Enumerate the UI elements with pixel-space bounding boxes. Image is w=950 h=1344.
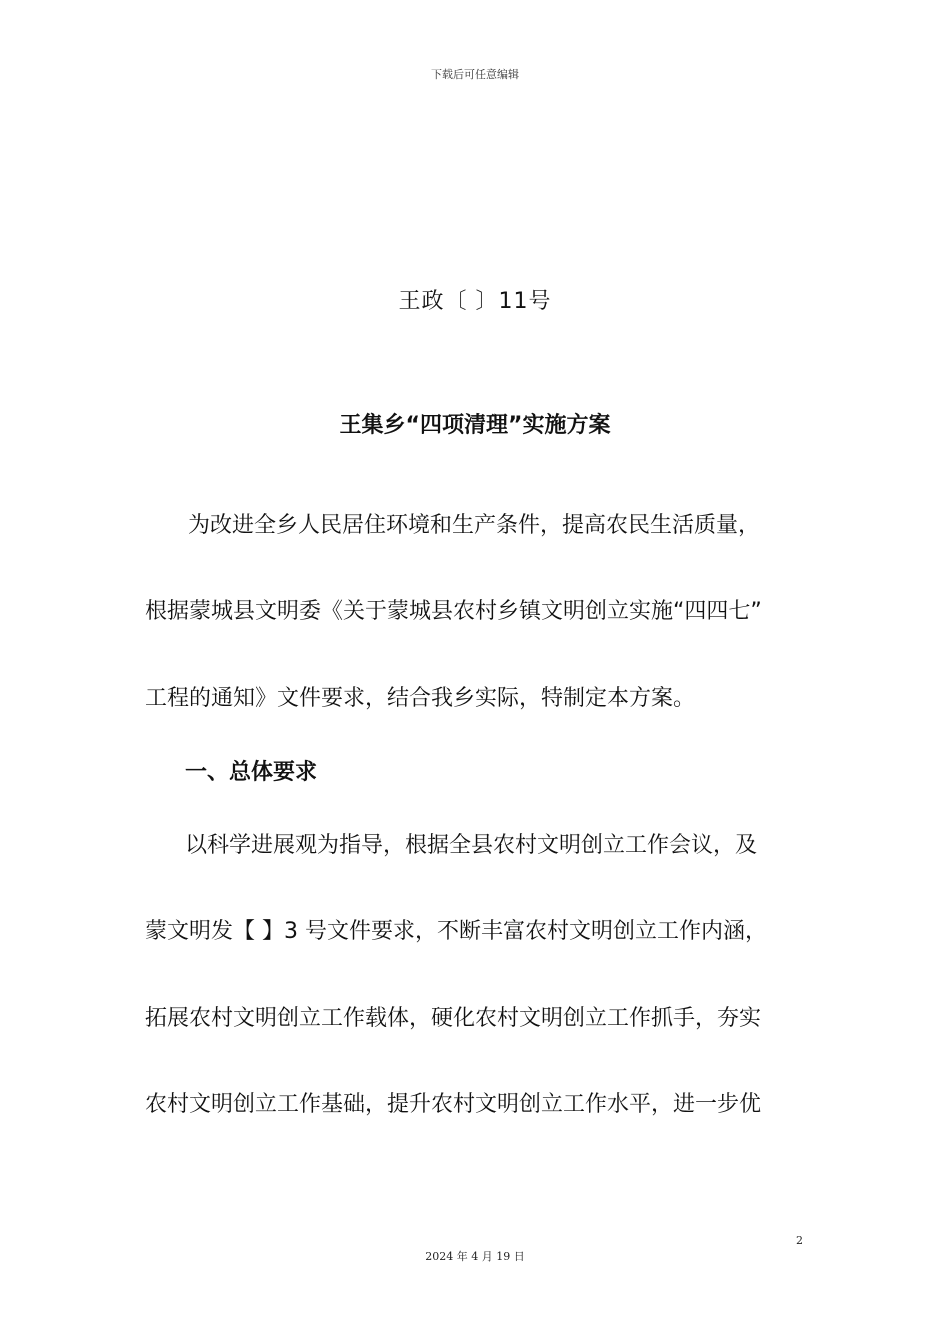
header-note: 下载后可任意编辑 — [431, 68, 519, 81]
body-line-1: 为改进全乡人民居住环境和生产条件，提高农民生活质量， — [188, 513, 761, 538]
body-line-7: 农村文明创立工作基础，提升农村文明创立工作水平，进一步优 — [145, 1092, 762, 1117]
body-line-3: 工程的通知》文件要求，结合我乡实际，特制定本方案。 — [145, 686, 696, 711]
document-number: 王政〔 〕11号 — [398, 289, 552, 314]
page-number: 2 — [796, 1234, 803, 1247]
footer-date: 2024 年 4 月 19 日 — [425, 1250, 525, 1263]
body-line-6: 拓展农村文明创立工作载体，硬化农村文明创立工作抓手，夯实 — [145, 1006, 762, 1031]
body-line-5: 蒙文明发【 】3 号文件要求，不断丰富农村文明创立工作内涵， — [145, 919, 767, 944]
body-line-4: 以科学进展观为指导，根据全县农村文明创立工作会议，及 — [185, 833, 758, 858]
document-title: 王集乡“四项清理”实施方案 — [339, 413, 611, 438]
section-heading-1: 一、总体要求 — [185, 760, 318, 785]
body-line-2: 根据蒙城县文明委《关于蒙城县农村乡镇文明创立实施“四四七” — [145, 599, 762, 624]
